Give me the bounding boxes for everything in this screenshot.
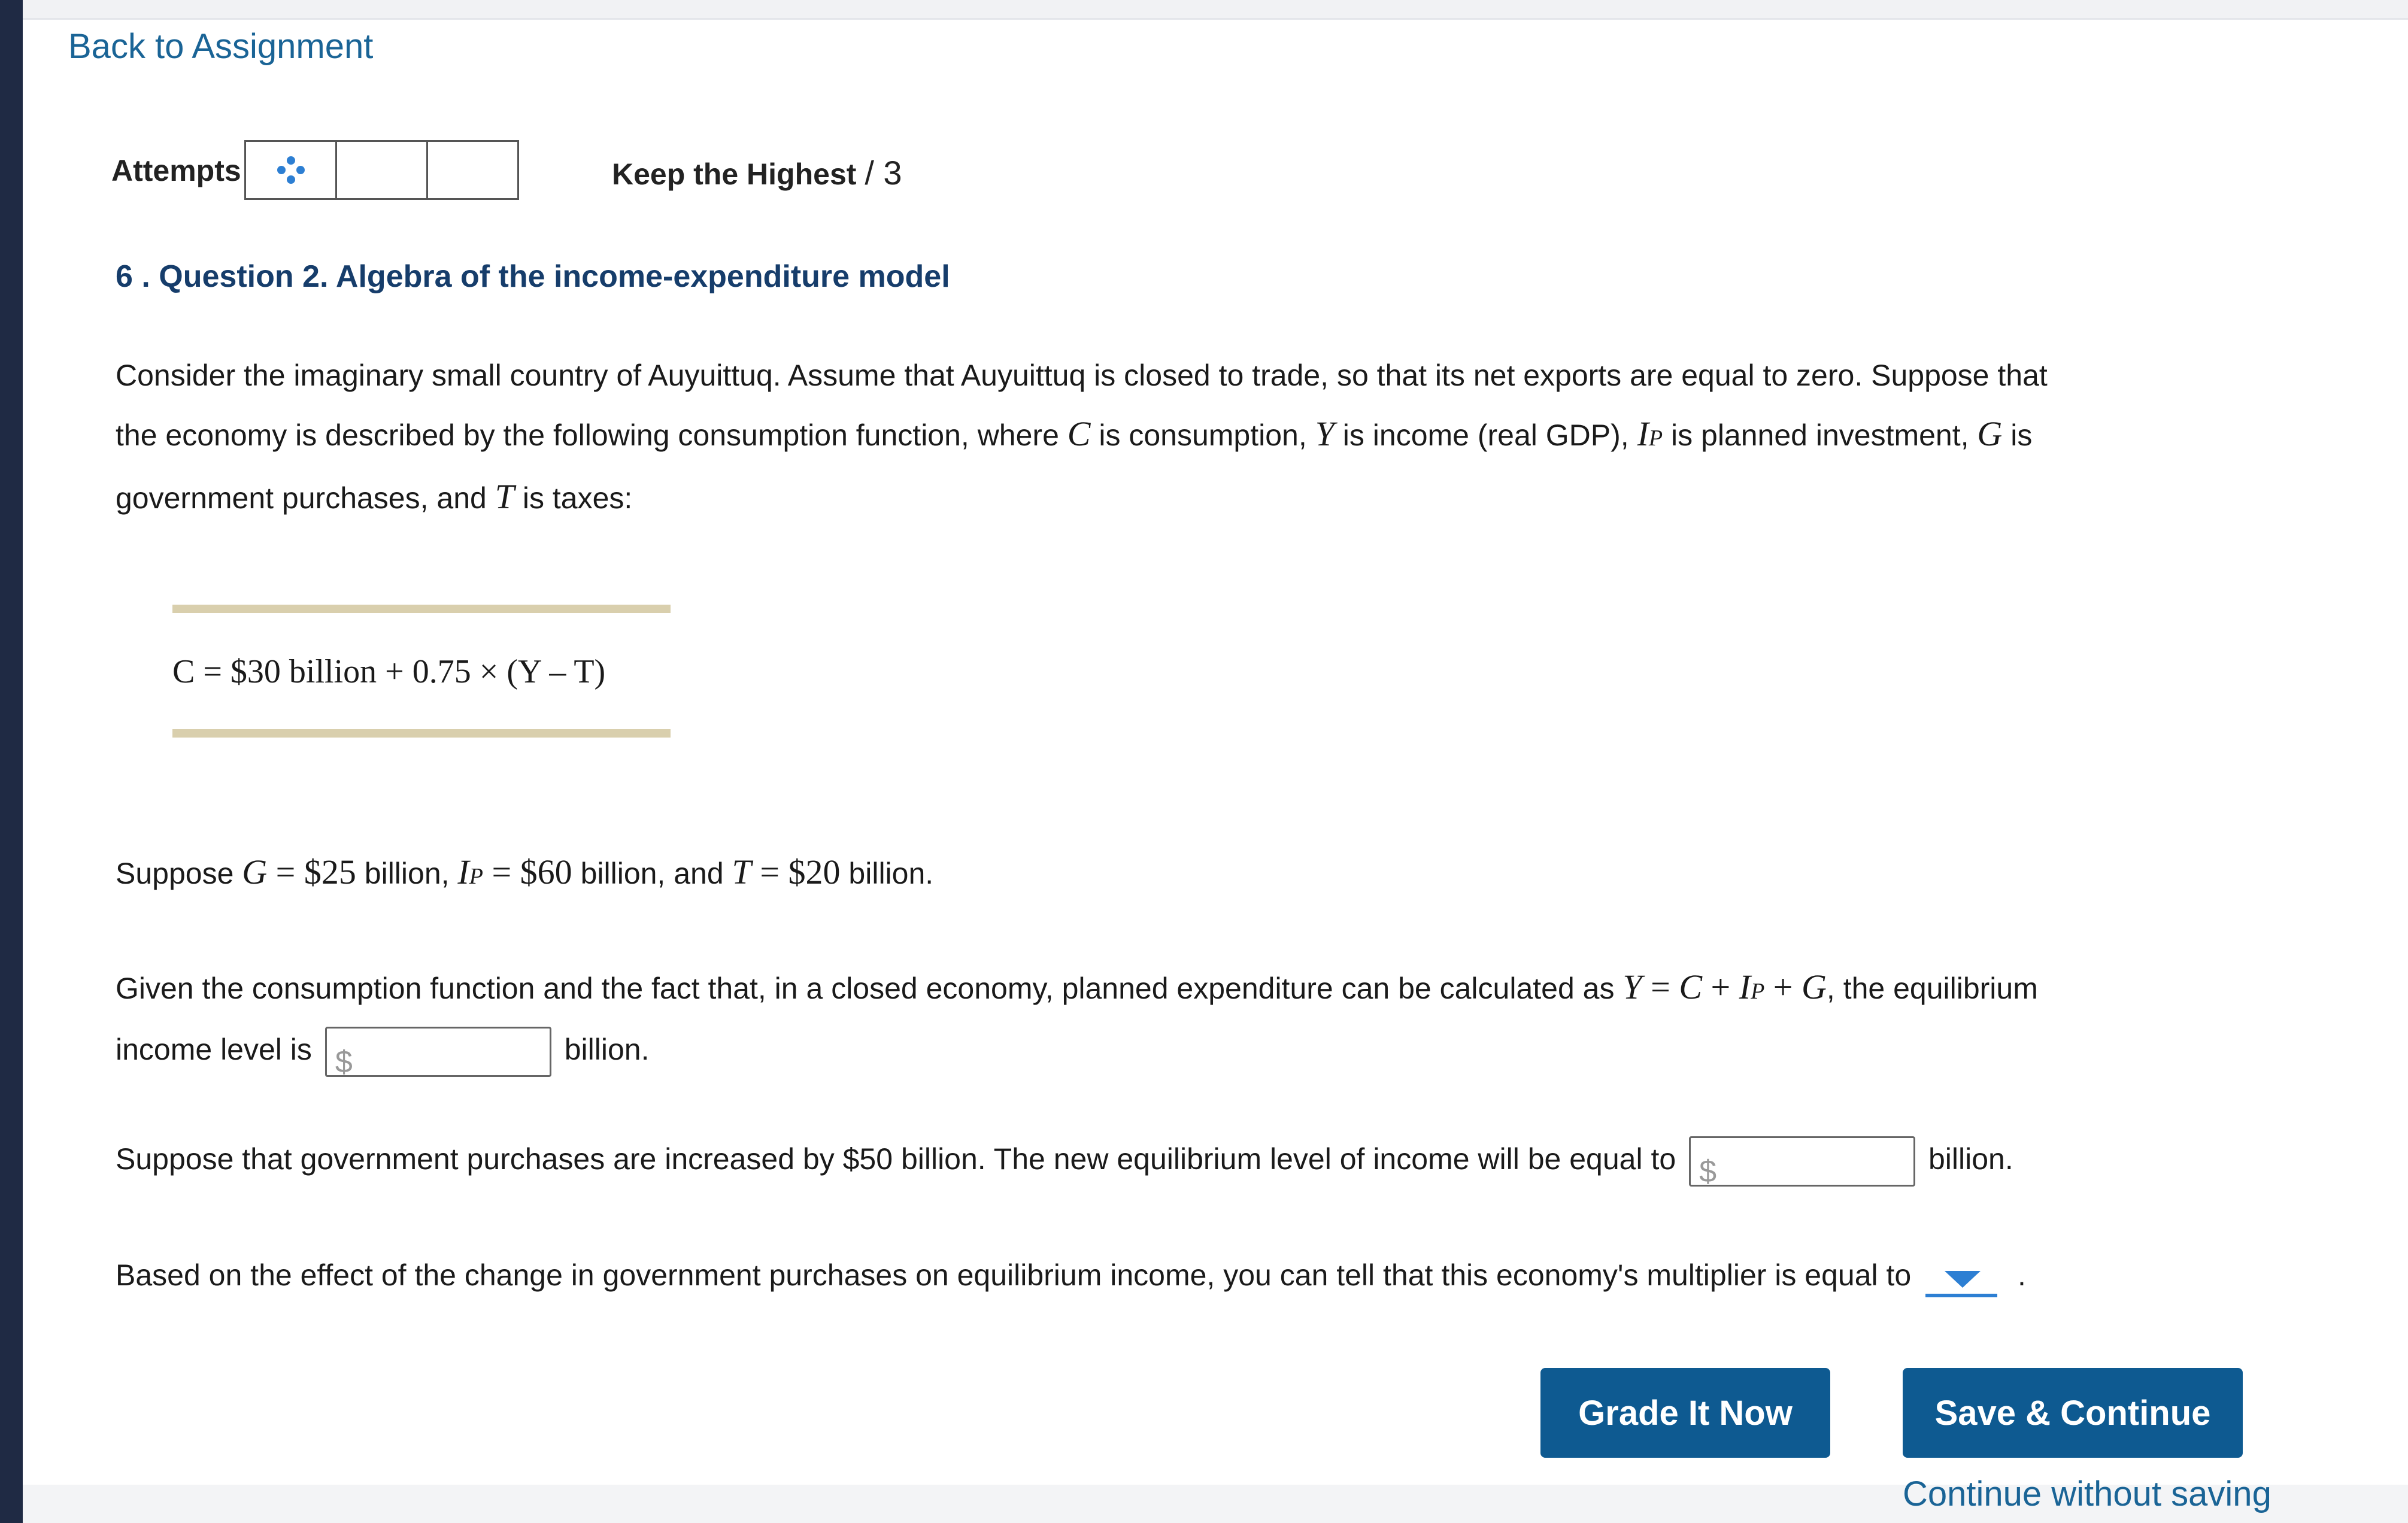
equation-top-rule xyxy=(172,605,671,613)
question-title: 6 . Question 2. Algebra of the income-expenditure model xyxy=(116,259,950,294)
equilibrium-question xyxy=(116,958,2283,1079)
equation-bottom-rule xyxy=(172,729,671,738)
math-y: Y xyxy=(1315,414,1335,453)
attempt-boxes xyxy=(244,140,519,200)
intro-text: government purchases, and xyxy=(116,481,495,515)
intro-text: is planned investment, xyxy=(1663,418,1978,452)
intro-text: the economy is described by the following consumption function, where xyxy=(116,418,1067,452)
grading-policy xyxy=(612,153,902,192)
attempts-label: Attempts xyxy=(111,154,241,187)
given-text: , the equilibrium xyxy=(1826,972,2038,1005)
suppose-text: billion, xyxy=(356,857,458,890)
continue-without-saving-link[interactable]: Continue without saving xyxy=(1903,1475,2271,1513)
math-c: C xyxy=(1067,414,1091,453)
intro-line-1: Consider the imaginary small country of Auyuittuq. Assume that Auyuittuq is closed to trade, so that its net exports are equal to zero. Suppose that xyxy=(116,359,2048,392)
save-and-continue-button[interactable]: Save & Continue xyxy=(1903,1368,2243,1458)
attempt-box-3 xyxy=(426,140,519,200)
math-g: G xyxy=(1977,414,2003,453)
suppose-text: Suppose xyxy=(116,857,242,890)
increase-text: Suppose that government purchases are increased by $50 billion. The new equilibrium level of income will be equal to xyxy=(116,1142,1676,1176)
consumption-function-box xyxy=(172,605,671,738)
back-to-assignment-link[interactable]: Back to Assignment xyxy=(68,27,374,66)
grade-it-now-button[interactable]: Grade It Now xyxy=(1540,1368,1830,1458)
intro-text: is income (real GDP), xyxy=(1334,418,1637,452)
attempts-out-of: / 3 xyxy=(865,154,902,192)
new-equilibrium-income-input[interactable] xyxy=(1689,1136,1915,1187)
dollar-prefix: $ xyxy=(335,1044,353,1079)
attempt-box-1 xyxy=(244,140,337,200)
math-t-value: T = $20 xyxy=(732,852,841,891)
math-ip-value: IP = $60 xyxy=(457,852,572,891)
math-ip: IP xyxy=(1637,414,1663,453)
intro-text: is xyxy=(2002,418,2033,452)
math-expenditure: Y = C + IP + G xyxy=(1622,967,1827,1006)
left-sidebar-strip xyxy=(0,0,23,1523)
attempt-in-progress-icon xyxy=(274,153,308,187)
consumption-equation: C = $30 billion + 0.75 × (Y – T) xyxy=(172,653,606,690)
income-text: income level is xyxy=(116,1033,312,1066)
question-intro xyxy=(116,347,2283,527)
increase-unit: billion. xyxy=(1928,1142,2013,1176)
suppose-text: billion, and xyxy=(572,857,732,890)
dollar-prefix: $ xyxy=(1699,1154,1716,1189)
multiplier-dropdown[interactable] xyxy=(1925,1258,1997,1297)
chevron-down-icon xyxy=(1945,1271,1981,1288)
multiplier-text: Based on the effect of the change in government purchases on equilibrium income, you can tell that this economy's multiplier is equal to xyxy=(116,1258,1912,1292)
supposition-line xyxy=(116,843,2283,906)
top-bar xyxy=(23,0,2408,20)
intro-text: is consumption, xyxy=(1090,418,1315,452)
keep-highest-label: Keep the Highest xyxy=(612,157,857,191)
equilibrium-income-input[interactable] xyxy=(325,1027,551,1077)
multiplier-question xyxy=(116,1246,2283,1304)
attempt-box-2 xyxy=(335,140,428,200)
given-text: Given the consumption function and the fact that, in a closed economy, planned expenditure can be calculated as xyxy=(116,972,1623,1005)
math-t: T xyxy=(495,477,514,516)
income-unit: billion. xyxy=(564,1033,650,1066)
intro-text: is taxes: xyxy=(514,481,633,515)
increase-question xyxy=(116,1130,2283,1188)
math-g-value: G = $25 xyxy=(242,852,356,891)
multiplier-period: . xyxy=(2018,1258,2026,1292)
suppose-text: billion. xyxy=(840,857,934,890)
